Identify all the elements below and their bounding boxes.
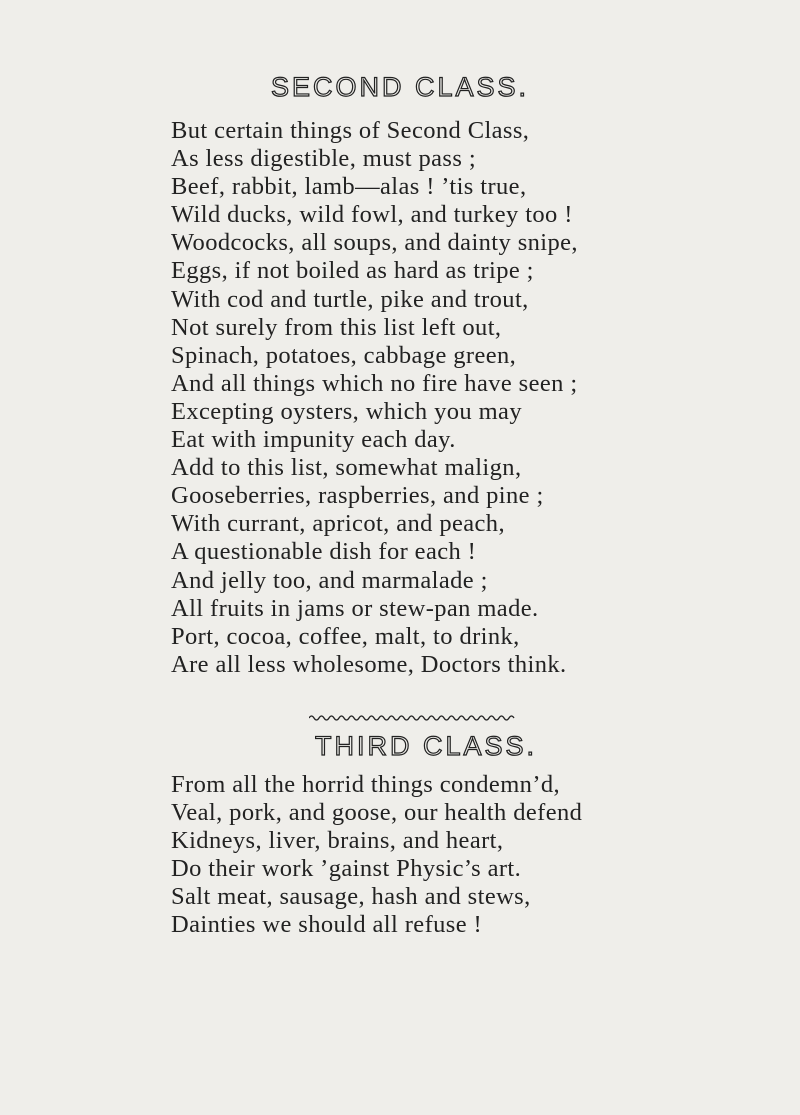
poem-line: With cod and turtle, pike and trout, — [171, 285, 529, 313]
poem-line: Veal, pork, and goose, our health defend — [171, 799, 583, 827]
poem-line: Are all less wholesome, Doctors think. — [171, 650, 567, 678]
poem-line: Eggs, if not boiled as hard as tripe ; — [171, 257, 534, 285]
section-heading-third-class: THIRD CLASS. — [314, 731, 538, 761]
poem-line: With currant, apricot, and peach, — [171, 510, 505, 538]
poem-line: Do their work ’gainst Physic’s art. — [171, 855, 522, 883]
decorative-wavy-rule — [309, 714, 516, 722]
poem-line: Eat with impunity each day. — [171, 426, 456, 454]
poem-line: A questionable dish for each ! — [171, 538, 477, 566]
poem-line: Spinach, potatoes, cabbage green, — [171, 341, 517, 369]
poem-line: Dainties we should all refuse ! — [171, 911, 483, 939]
poem-line: And jelly too, and marmalade ; — [171, 566, 488, 594]
poem-line: From all the horrid things condemn’d, — [171, 771, 561, 798]
poem-line: Wild ducks, wild fowl, and turkey too ! — [171, 201, 573, 229]
section-heading-second-class: SECOND CLASS. — [270, 72, 530, 102]
poem-second-class — [171, 117, 578, 679]
poem-line: As less digestible, must pass ; — [171, 145, 477, 173]
poem-line: But certain things of Second Class, — [171, 117, 530, 144]
poem-line: Gooseberries, raspberries, and pine ; — [171, 482, 544, 510]
poem-line: Add to this list, somewhat malign, — [171, 454, 522, 482]
poem-line: Kidneys, liver, brains, and heart, — [171, 827, 504, 855]
poem-line: Not surely from this list left out, — [171, 313, 502, 341]
poem-line: Port, cocoa, coffee, malt, to drink, — [171, 622, 520, 650]
poem-third-class — [171, 771, 582, 940]
poem-line: Excepting oysters, which you may — [171, 397, 522, 425]
poem-line: Woodcocks, all soups, and dainty snipe, — [171, 229, 578, 257]
poem-line: Salt meat, sausage, hash and stews, — [171, 883, 531, 911]
poem-line: And all things which no fire have seen ; — [171, 369, 578, 397]
poem-line: Beef, rabbit, lamb—alas ! ’tis true, — [171, 173, 527, 201]
poem-line: All fruits in jams or stew-pan made. — [171, 594, 539, 622]
